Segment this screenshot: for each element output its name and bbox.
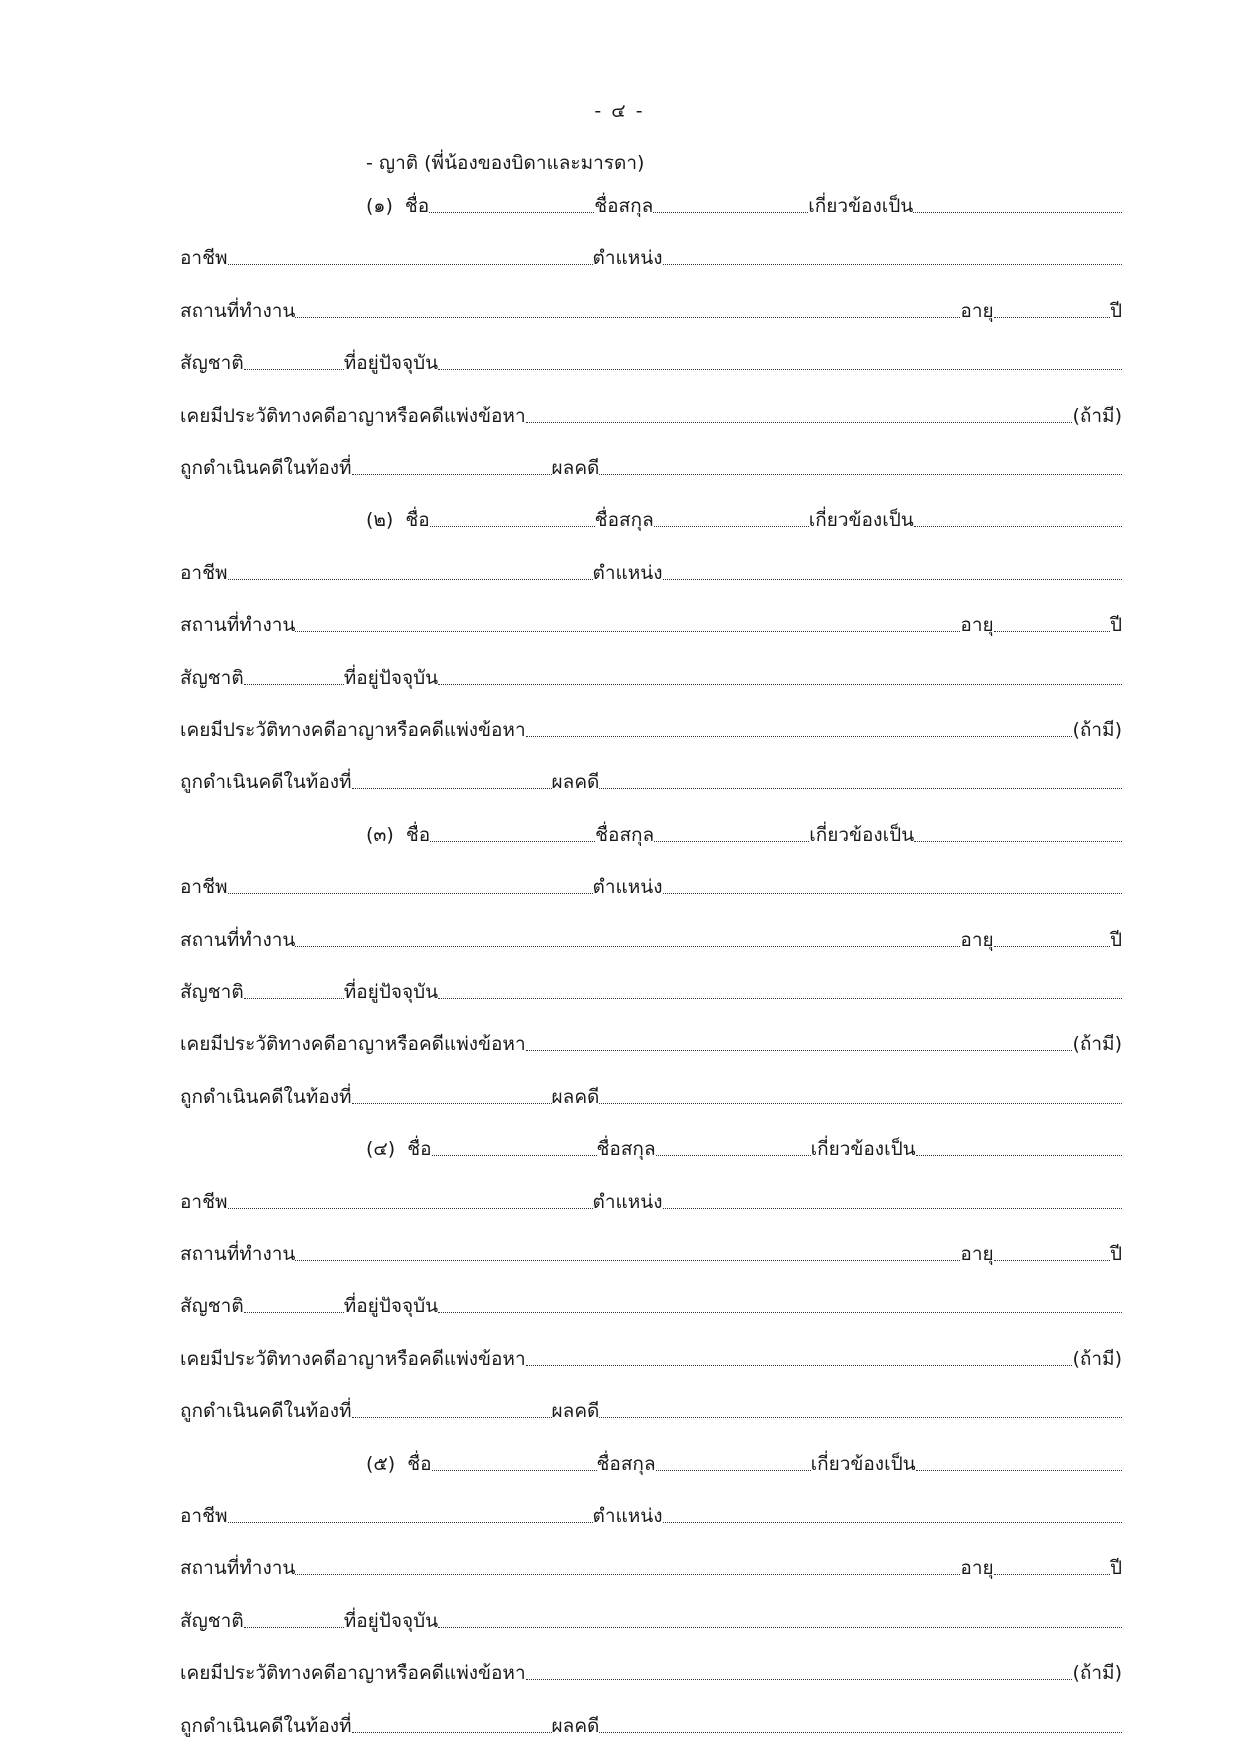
surname-field[interactable] [654, 841, 809, 842]
form-line [180, 871, 1122, 899]
surname-label: ชื่อสกุล [595, 823, 655, 846]
history-field[interactable] [526, 1365, 1073, 1366]
name-label: ชื่อ [404, 195, 430, 217]
entry-number: (๒) [366, 509, 394, 532]
form-line [180, 766, 1122, 794]
age-label: อายุ [960, 614, 994, 637]
name-field[interactable] [430, 526, 595, 527]
form-line [180, 1657, 1122, 1685]
form-line [180, 1081, 1122, 1109]
relation-field[interactable] [913, 212, 1122, 213]
relation-field[interactable] [916, 1470, 1122, 1471]
surname-label: ชื่อสกุล [594, 195, 654, 217]
occupation-field[interactable] [228, 1522, 593, 1523]
year-unit-label: ปี [1109, 1242, 1122, 1265]
nationality-label: สัญชาติ [180, 980, 244, 1003]
nationality-label: สัญชาติ [180, 666, 244, 689]
surname-field[interactable] [656, 1155, 811, 1156]
form-line [180, 452, 1122, 480]
workplace-field[interactable] [295, 946, 960, 947]
history-field[interactable] [526, 736, 1073, 737]
position-field[interactable] [663, 893, 1122, 894]
address-field[interactable] [438, 1312, 1122, 1313]
form-line [180, 1028, 1122, 1056]
age-field[interactable] [994, 1260, 1110, 1261]
history-field[interactable] [526, 422, 1073, 423]
position-field[interactable] [663, 1522, 1122, 1523]
surname-field[interactable] [653, 212, 808, 213]
position-field[interactable] [663, 264, 1122, 265]
form-line [180, 400, 1122, 428]
age-label: อายุ [960, 299, 994, 322]
nationality-field[interactable] [244, 998, 344, 999]
occupation-label: อาชีพ [180, 247, 228, 270]
prosecuted-in-field[interactable] [352, 1732, 552, 1733]
form-line [366, 504, 1122, 532]
age-label: อายุ [960, 928, 994, 951]
surname-label: ชื่อสกุล [596, 1452, 656, 1475]
occupation-label: อาชีพ [180, 561, 228, 584]
history-label: เคยมีประวัติทางคดีอาญาหรือคดีแพ่งข้อหา [180, 1033, 526, 1056]
relation-field[interactable] [916, 1155, 1122, 1156]
prosecuted-in-field[interactable] [352, 474, 552, 475]
workplace-label: สถานที่ทำงาน [180, 614, 296, 637]
history-label: เคยมีประวัติทางคดีอาญาหรือคดีแพ่งข้อหา [180, 718, 526, 741]
nationality-label: สัญชาติ [180, 1295, 244, 1318]
form-line [180, 1710, 1122, 1738]
year-unit-label: ปี [1109, 299, 1122, 322]
form-line [366, 1448, 1122, 1476]
form-line [180, 924, 1122, 952]
form-line [180, 714, 1122, 742]
workplace-label: สถานที่ทำงาน [180, 928, 296, 951]
section-heading: - ญาติ (พี่น้องของบิดาและมารดา) [366, 152, 645, 174]
form-line [180, 1552, 1122, 1580]
if-any-label: (ถ้ามี) [1072, 1347, 1122, 1370]
result-field[interactable] [599, 788, 1122, 789]
if-any-label: (ถ้ามี) [1072, 1662, 1122, 1685]
occupation-field[interactable] [228, 893, 593, 894]
nationality-field[interactable] [244, 369, 344, 370]
page-number: - ๔ - [594, 100, 645, 122]
name-label: ชื่อ [405, 823, 431, 846]
prosecuted-in-label: ถูกดำเนินคดีในท้องที่ [180, 1400, 352, 1423]
if-any-label: (ถ้ามี) [1072, 718, 1122, 741]
age-field[interactable] [994, 1574, 1110, 1575]
history-field[interactable] [526, 1050, 1073, 1051]
result-label: ผลคดี [551, 1714, 600, 1737]
form-line [180, 557, 1122, 585]
relation-label: เกี่ยวข้องเป็น [809, 823, 915, 846]
age-label: อายุ [960, 1242, 994, 1265]
nationality-field[interactable] [244, 684, 344, 685]
relation-label: เกี่ยวข้องเป็น [810, 1138, 916, 1161]
relation-field[interactable] [914, 841, 1122, 842]
year-unit-label: ปี [1109, 1557, 1122, 1580]
relation-label: เกี่ยวข้องเป็น [808, 195, 914, 217]
workplace-label: สถานที่ทำงาน [180, 299, 296, 322]
nationality-field[interactable] [244, 1627, 344, 1628]
age-field[interactable] [994, 317, 1110, 318]
prosecuted-in-field[interactable] [352, 788, 552, 789]
entry-number: (๑) [366, 195, 393, 217]
year-unit-label: ปี [1109, 928, 1122, 951]
form-line [180, 662, 1122, 690]
form-line [180, 1343, 1122, 1371]
position-label: ตำแหน่ง [592, 561, 663, 584]
occupation-label: อาชีพ [180, 1190, 228, 1213]
form-line [180, 1500, 1122, 1528]
name-field[interactable] [432, 1155, 597, 1156]
form-line [180, 1238, 1122, 1266]
occupation-field[interactable] [228, 579, 593, 580]
form-line [366, 190, 1122, 218]
form-line [180, 609, 1122, 637]
if-any-label: (ถ้ามี) [1072, 404, 1122, 427]
history-label: เคยมีประวัติทางคดีอาญาหรือคดีแพ่งข้อหา [180, 404, 526, 427]
workplace-field[interactable] [295, 631, 960, 632]
address-label: ที่อยู่ปัจจุบัน [343, 1295, 439, 1318]
relation-label: เกี่ยวข้องเป็น [810, 1452, 916, 1475]
name-field[interactable] [429, 212, 594, 213]
history-label: เคยมีประวัติทางคดีอาญาหรือคดีแพ่งข้อหา [180, 1662, 526, 1685]
address-label: ที่อยู่ปัจจุบัน [343, 666, 439, 689]
occupation-field[interactable] [228, 264, 593, 265]
surname-label: ชื่อสกุล [596, 1138, 656, 1161]
form-line [180, 976, 1122, 1004]
form-line [180, 295, 1122, 323]
address-field[interactable] [438, 998, 1122, 999]
surname-field[interactable] [654, 526, 809, 527]
prosecuted-in-field[interactable] [352, 1103, 552, 1104]
address-label: ที่อยู่ปัจจุบัน [343, 1609, 439, 1632]
surname-field[interactable] [656, 1470, 811, 1471]
name-label: ชื่อ [407, 1138, 432, 1161]
prosecuted-in-label: ถูกดำเนินคดีในท้องที่ [180, 1085, 352, 1108]
result-label: ผลคดี [551, 1085, 600, 1108]
history-label: เคยมีประวัติทางคดีอาญาหรือคดีแพ่งข้อหา [180, 1347, 526, 1370]
workplace-label: สถานที่ทำงาน [180, 1557, 296, 1580]
occupation-label: อาชีพ [180, 1504, 228, 1527]
nationality-label: สัญชาติ [180, 352, 244, 375]
address-label: ที่อยู่ปัจจุบัน [343, 352, 439, 375]
entry-number: (๔) [366, 1138, 396, 1161]
address-field[interactable] [438, 684, 1122, 685]
year-unit-label: ปี [1109, 614, 1122, 637]
position-field[interactable] [663, 579, 1122, 580]
position-field[interactable] [663, 1208, 1122, 1209]
age-label: อายุ [960, 1557, 994, 1580]
form-line [180, 1605, 1122, 1633]
name-field[interactable] [430, 841, 595, 842]
nationality-label: สัญชาติ [180, 1609, 244, 1632]
surname-label: ชื่อสกุล [594, 509, 654, 532]
name-label: ชื่อ [407, 1452, 432, 1475]
address-label: ที่อยู่ปัจจุบัน [343, 980, 439, 1003]
name-field[interactable] [432, 1470, 597, 1471]
position-label: ตำแหน่ง [592, 1504, 663, 1527]
result-field[interactable] [599, 1732, 1122, 1733]
age-field[interactable] [994, 946, 1110, 947]
workplace-field[interactable] [295, 1574, 960, 1575]
form-line [180, 1395, 1122, 1423]
prosecuted-in-field[interactable] [352, 1417, 552, 1418]
position-label: ตำแหน่ง [592, 876, 663, 899]
entry-number: (๕) [366, 1452, 396, 1475]
nationality-field[interactable] [244, 1312, 344, 1313]
form-line [366, 1133, 1122, 1161]
result-field[interactable] [599, 1103, 1122, 1104]
prosecuted-in-label: ถูกดำเนินคดีในท้องที่ [180, 1714, 352, 1737]
form-line [180, 1290, 1122, 1318]
entry-number: (๓) [366, 823, 394, 846]
position-label: ตำแหน่ง [592, 1190, 663, 1213]
position-label: ตำแหน่ง [592, 247, 663, 270]
form-line [180, 1186, 1122, 1214]
relation-label: เกี่ยวข้องเป็น [808, 509, 914, 532]
result-field[interactable] [599, 474, 1122, 475]
occupation-label: อาชีพ [180, 876, 228, 899]
result-field[interactable] [599, 1417, 1122, 1418]
workplace-field[interactable] [295, 1260, 960, 1261]
form-line [180, 347, 1122, 375]
workplace-field[interactable] [295, 317, 960, 318]
result-label: ผลคดี [551, 1400, 600, 1423]
relation-field[interactable] [914, 526, 1122, 527]
occupation-field[interactable] [228, 1208, 593, 1209]
name-label: ชื่อ [405, 509, 430, 532]
form-line [366, 819, 1122, 847]
if-any-label: (ถ้ามี) [1072, 1033, 1122, 1056]
age-field[interactable] [994, 631, 1110, 632]
form-line [180, 242, 1122, 270]
address-field[interactable] [438, 369, 1122, 370]
prosecuted-in-label: ถูกดำเนินคดีในท้องที่ [180, 457, 352, 479]
address-field[interactable] [438, 1627, 1122, 1628]
result-label: ผลคดี [551, 457, 600, 479]
result-label: ผลคดี [551, 771, 600, 794]
workplace-label: สถานที่ทำงาน [180, 1242, 296, 1265]
history-field[interactable] [526, 1679, 1073, 1680]
prosecuted-in-label: ถูกดำเนินคดีในท้องที่ [180, 771, 352, 794]
